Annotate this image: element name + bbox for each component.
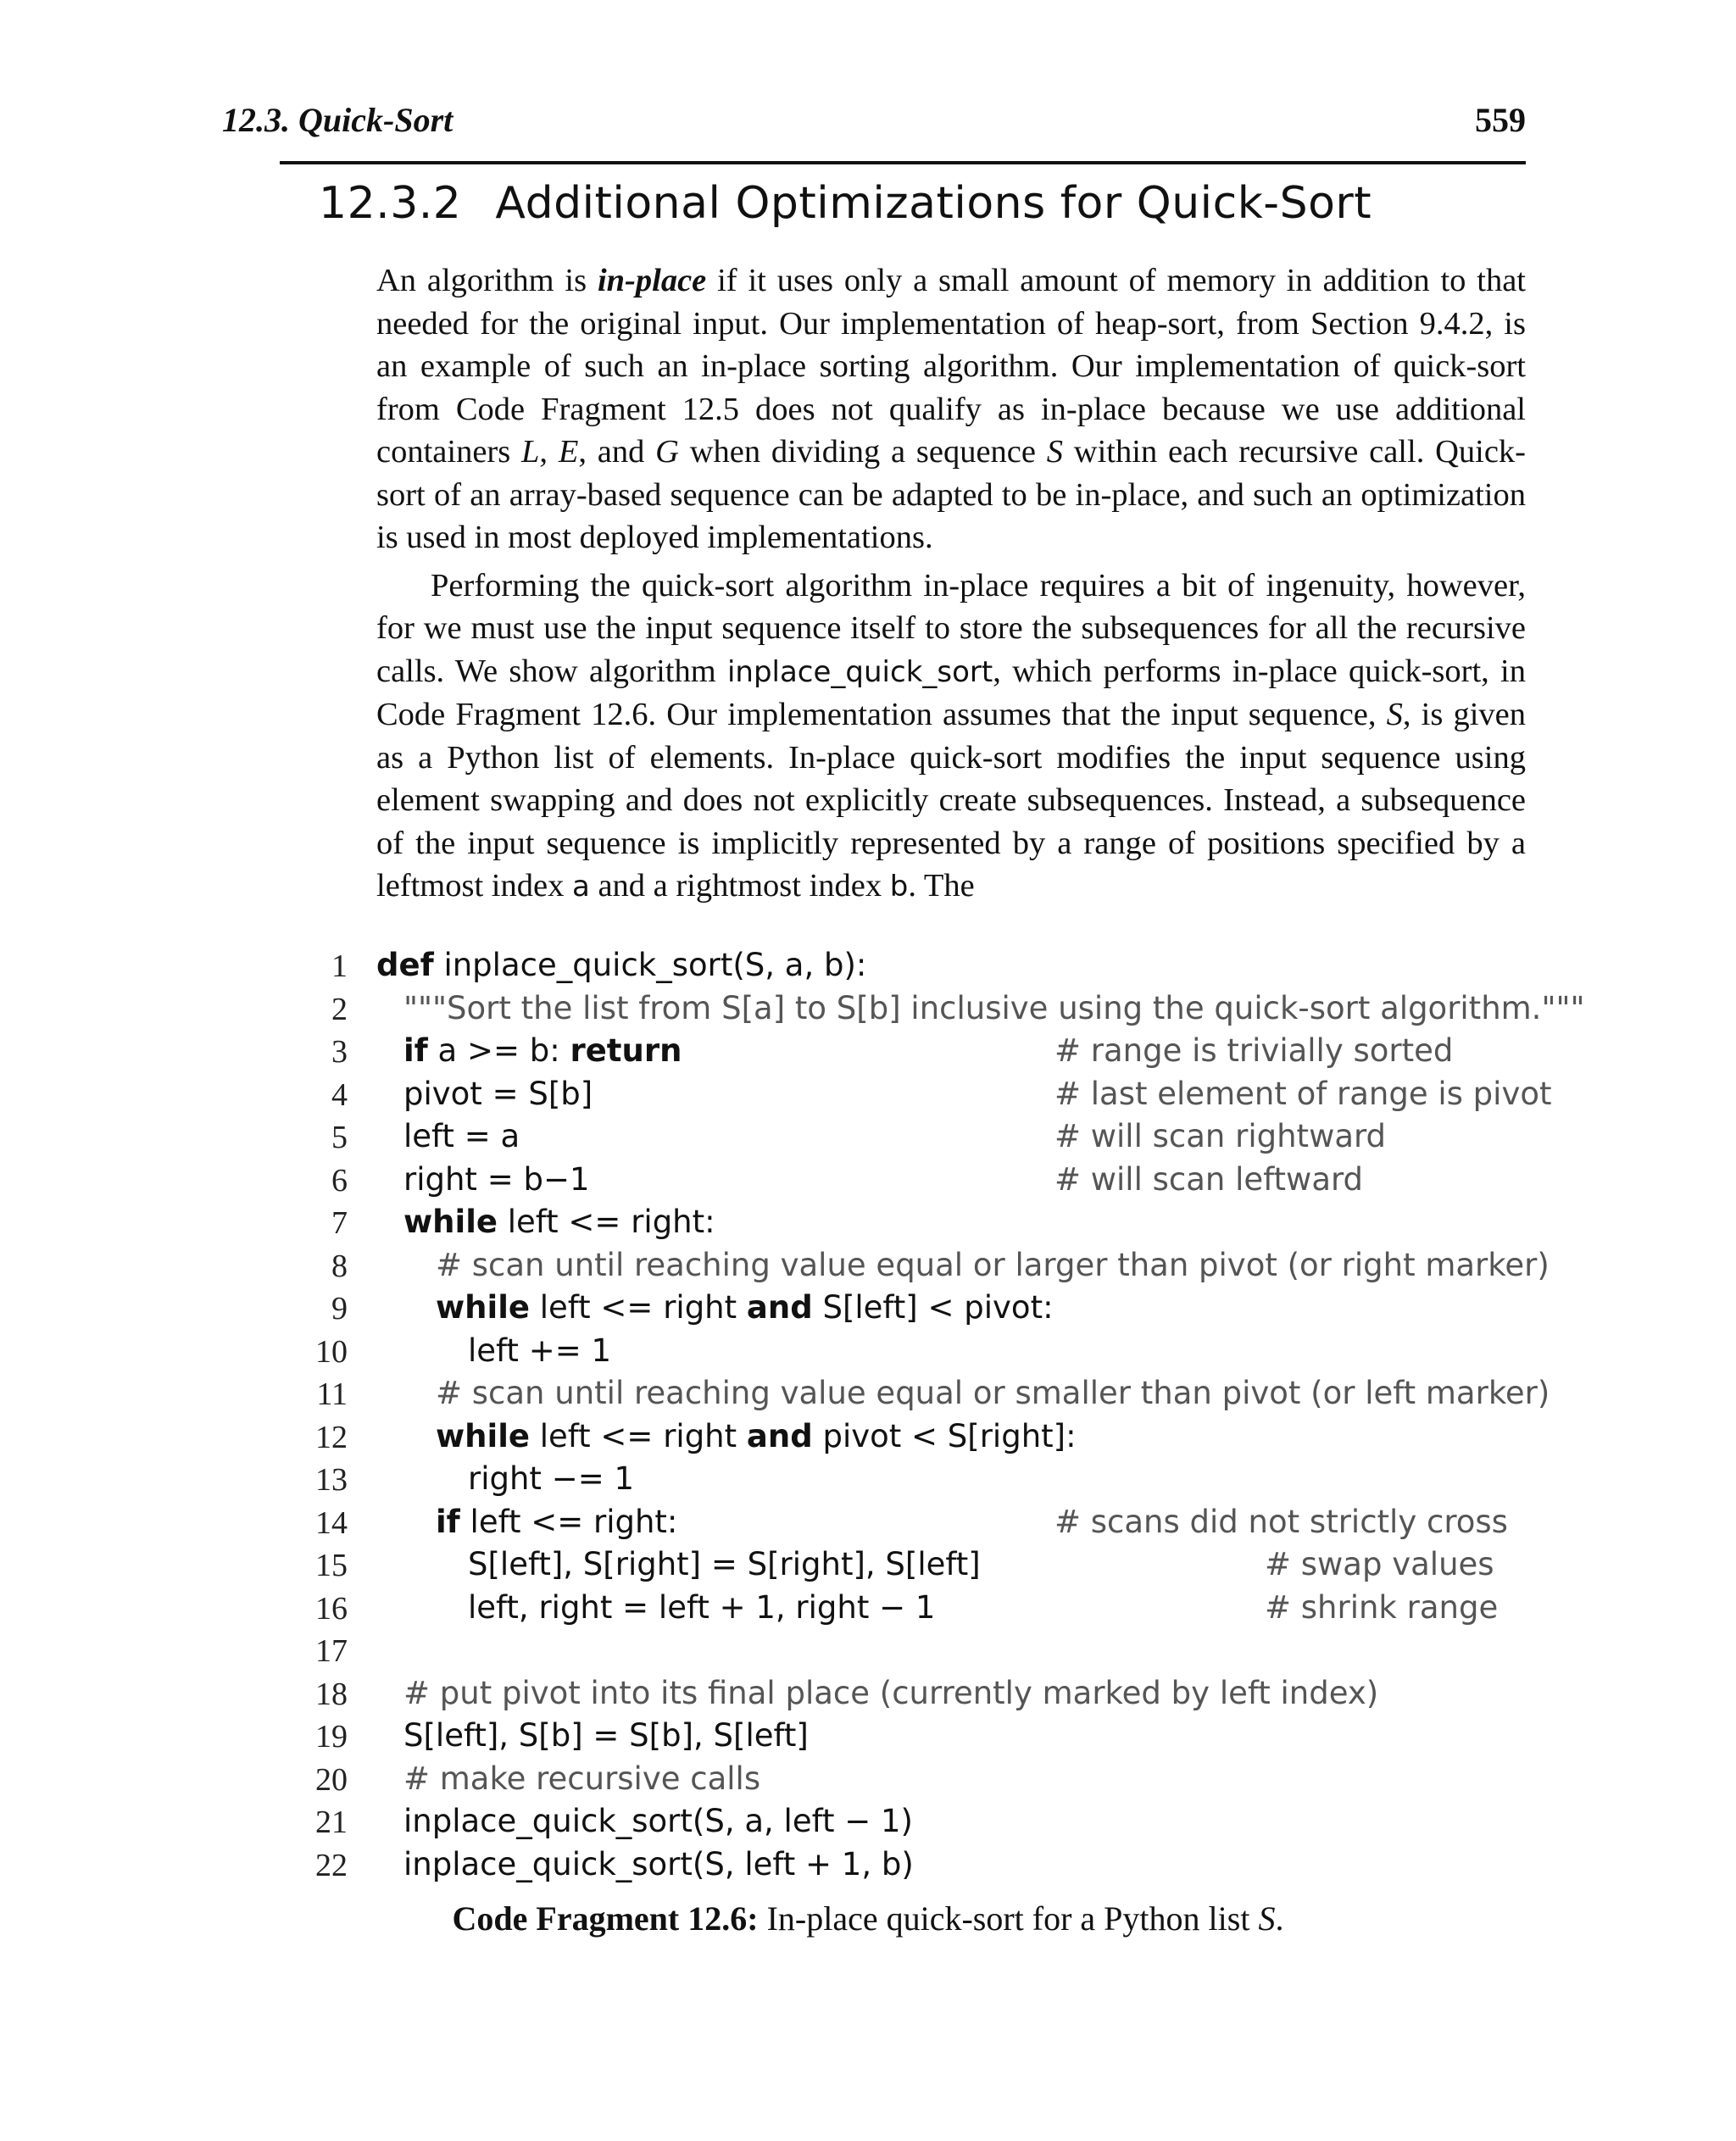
code-comment: # scans did not strictly cross	[1054, 1503, 1508, 1540]
code-line	[280, 1073, 1551, 1116]
code-text: """Sort the list from S[a] to S[b] inclusive using the quick-sort algorithm."""	[403, 989, 1585, 1026]
code-line	[280, 1115, 1551, 1159]
code-line	[280, 987, 1585, 1031]
line-number: 22	[315, 1847, 348, 1883]
code-text: # scan until reaching value equal or smaller than pivot (or left marker)	[436, 1375, 1550, 1411]
code-text: if left <= right:	[436, 1503, 678, 1540]
line-number: 1	[331, 948, 348, 984]
code-line	[280, 1800, 1551, 1843]
code-text: right −= 1	[468, 1460, 635, 1497]
section-number: 12.3.2	[319, 178, 462, 229]
code-line	[280, 1715, 1551, 1758]
line-number: 7	[331, 1205, 348, 1241]
line-number: 21	[315, 1805, 348, 1840]
code-text: S[left], S[b] = S[b], S[left]	[403, 1717, 809, 1754]
line-number: 15	[315, 1548, 348, 1583]
code-line	[280, 1244, 1551, 1287]
code-text: left += 1	[468, 1332, 611, 1369]
code-comment: # swap values	[1265, 1546, 1494, 1582]
code-line	[280, 1458, 1551, 1501]
body-text	[376, 259, 1526, 909]
running-head	[222, 100, 1526, 140]
code-line	[280, 1843, 1551, 1887]
line-number: 16	[315, 1590, 348, 1627]
code-comment: # range is trivially sorted	[1054, 1032, 1454, 1069]
running-head-title: 12.3. Quick-Sort	[222, 101, 453, 139]
line-number: 13	[315, 1462, 348, 1498]
code-text: right = b−1	[403, 1160, 590, 1198]
line-number: 9	[331, 1291, 348, 1326]
code-text: while left <= right:	[403, 1204, 715, 1240]
paragraph-1: An algorithm is in-place if it uses only a small amount of memory in addition to that needed for the original input. Our implementation of heap-sort, from Section 9.4.2, is an example of such an in-place sorting algorithm. Our implementation of quick-sort from Code Fragment 12.5 does not qualify as in-place because we use additional containers L, E, and G when dividing a sequence S within each recursive call. Quick-sort of an array-based sequence can be adapted to be in-place, and such an optimization is used in most deployed implementations.	[376, 263, 1527, 555]
line-number: 2	[331, 991, 348, 1027]
header-rule	[280, 161, 1526, 164]
term-in-place: in-place	[597, 263, 707, 298]
code-fragment	[280, 944, 1585, 1886]
code-caption: Code Fragment 12.6: In-place quick-sort for a Python list S.	[452, 1899, 1284, 1938]
code-line	[280, 1758, 1551, 1801]
code-text: left = a	[403, 1118, 520, 1154]
code-line	[280, 1159, 1551, 1202]
code-text: def inplace_quick_sort(S, a, b):	[376, 947, 867, 983]
line-number: 18	[315, 1676, 348, 1712]
section-heading	[319, 178, 1372, 229]
caption-label: Code Fragment 12.6:	[452, 1899, 759, 1938]
code-text: inplace_quick_sort(S, left + 1, b)	[403, 1845, 914, 1882]
code-text: pivot = S[b]	[403, 1075, 593, 1112]
code-line	[280, 1372, 1551, 1415]
code-text: # scan until reaching value equal or larger than pivot (or right marker)	[436, 1246, 1550, 1283]
code-text: # make recursive calls	[403, 1760, 761, 1797]
code-line	[280, 1415, 1551, 1459]
line-number: 14	[315, 1504, 348, 1541]
line-number: 10	[315, 1333, 348, 1370]
line-number: 8	[331, 1248, 348, 1284]
line-number: 4	[331, 1076, 348, 1113]
code-line	[280, 944, 1551, 987]
line-number: 20	[315, 1761, 348, 1798]
code-text: if a >= b: return	[403, 1032, 682, 1069]
paragraph-2: Performing the quick-sort algorithm in-place requires a bit of ingenuity, however, for we must use the input sequence itself to store the subsequences for all the recursive calls. We show algorithm inplace_quick_sort, which performs in-place quick-sort, in Code Fragment 12.6. Our implementation assumes that the input sequence, S, is given as a Python list of elements. In-place quick-sort modifies the input sequence using element swapping and does not explicitly create subsequences. Instead, a subsequence of the input sequence is implicitly represented by a range of positions specified by a leftmost index a and a rightmost index b. The	[376, 567, 1527, 904]
line-number: 19	[315, 1719, 348, 1755]
code-comment: # will scan rightward	[1054, 1118, 1387, 1154]
code-line	[280, 1629, 1551, 1672]
code-line	[280, 1330, 1551, 1373]
code-line	[280, 1030, 1551, 1073]
code-text: while left <= right and pivot < S[right]:	[436, 1417, 1077, 1454]
code-comment: # last element of range is pivot	[1054, 1075, 1552, 1112]
code-line	[280, 1543, 1551, 1587]
code-text: left, right = left + 1, right − 1	[468, 1588, 936, 1626]
page-number: 559	[1475, 101, 1526, 139]
code-text: while left <= right and S[left] < pivot:	[436, 1289, 1054, 1326]
code-text: S[left], S[right] = S[right], S[left]	[468, 1546, 981, 1582]
code-line	[280, 1672, 1551, 1716]
line-number: 6	[331, 1162, 348, 1198]
line-number: 17	[315, 1633, 348, 1669]
line-number: 5	[331, 1120, 348, 1155]
code-line	[280, 1287, 1551, 1330]
line-number: 11	[316, 1376, 348, 1412]
code-text: inplace_quick_sort(S, a, left − 1)	[403, 1803, 913, 1839]
code-line	[280, 1201, 1551, 1244]
code-comment: # will scan leftward	[1054, 1160, 1364, 1198]
line-number: 3	[331, 1034, 348, 1070]
code-line	[280, 1501, 1551, 1544]
section-title: Additional Optimizations for Quick-Sort	[495, 178, 1372, 229]
line-number: 12	[315, 1419, 348, 1455]
code-line	[280, 1587, 1551, 1630]
code-text: # put pivot into its final place (currently marked by left index)	[403, 1674, 1379, 1711]
code-comment: # shrink range	[1265, 1588, 1499, 1626]
function-name: inplace_quick_sort	[726, 654, 993, 689]
